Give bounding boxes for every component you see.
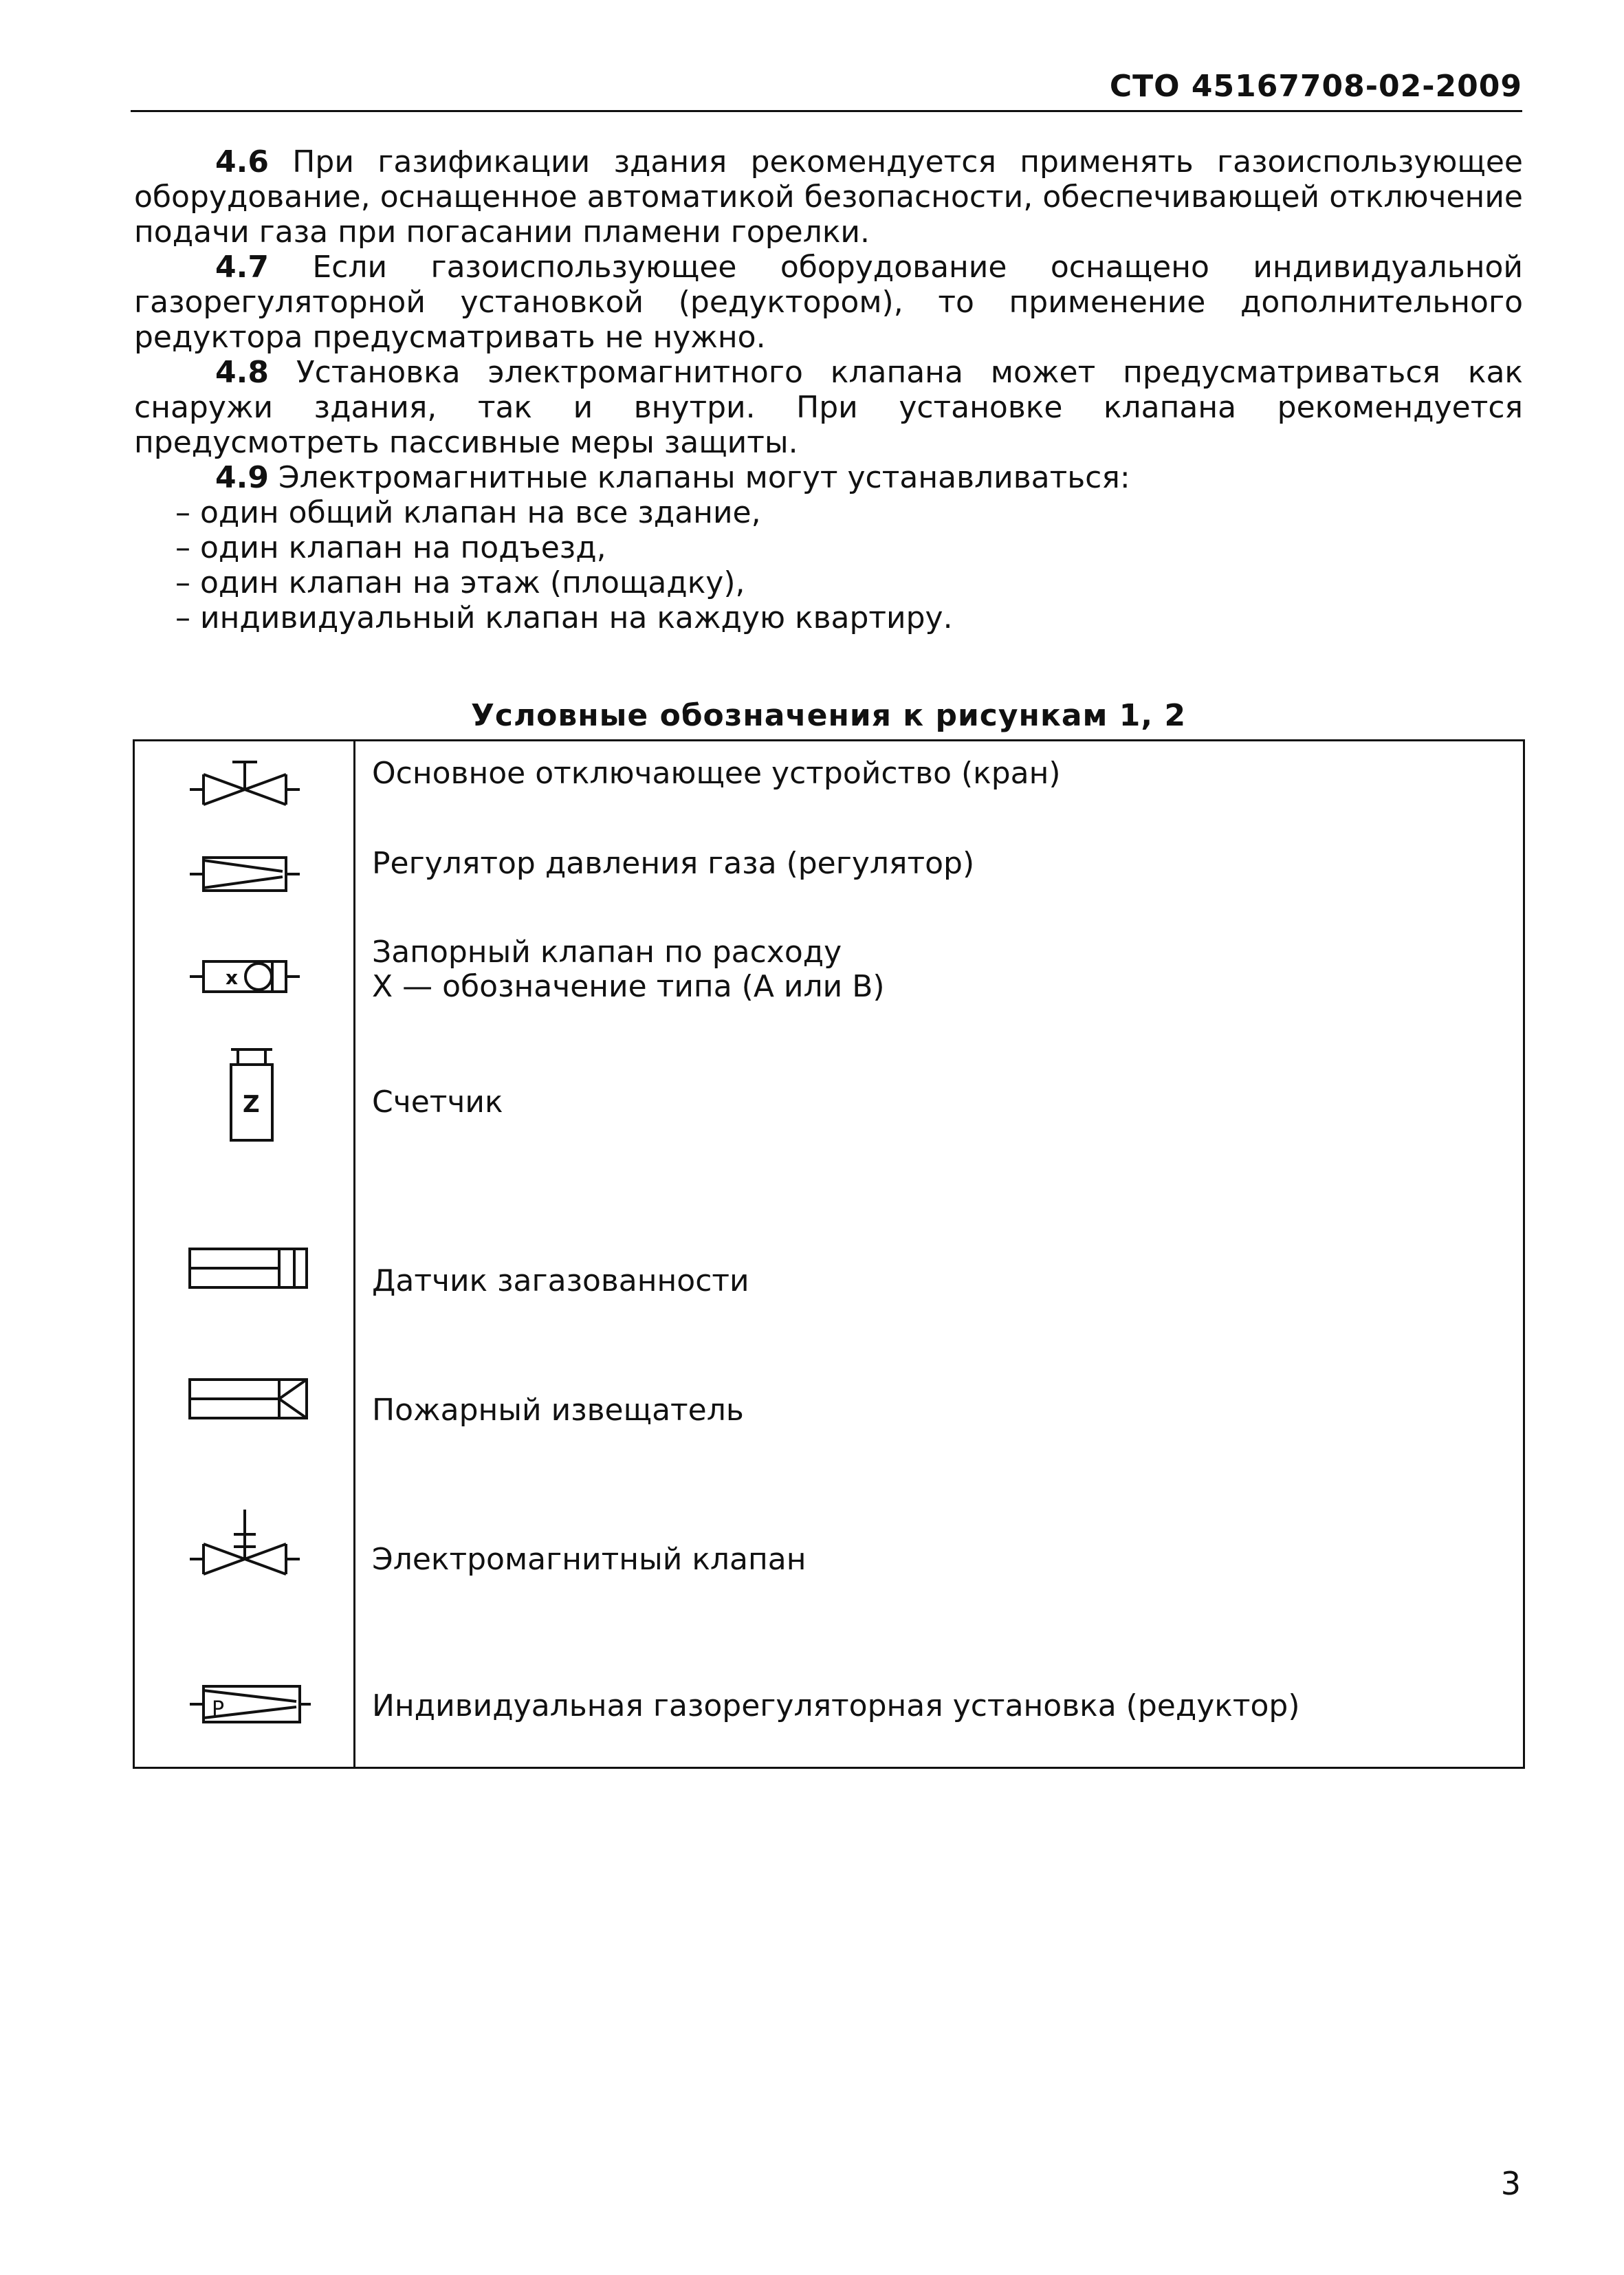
- legend-column-divider: [353, 741, 355, 1767]
- fire-detector-icon: [162, 1369, 327, 1430]
- legend-label: Датчик загазованности: [372, 1263, 749, 1298]
- legend-label: Х — обозначение типа (А или В): [372, 969, 885, 1004]
- icon-label: P: [212, 1697, 225, 1721]
- legend-label: Основное отключающее устройство (кран): [372, 756, 1061, 791]
- clause-number: 4.6: [215, 144, 269, 179]
- header-divider: [131, 110, 1522, 112]
- page-number: 3: [1500, 2165, 1521, 2202]
- clause-number: 4.8: [215, 355, 269, 390]
- paragraph-4-9: [134, 460, 1523, 495]
- body-text: [134, 144, 1523, 635]
- clause-number: 4.7: [215, 250, 269, 285]
- paragraph-text: При газификации здания рекомендуется применять газоиспользующее оборудование, оснащенное автоматикой безопасности, обеспечивающей отключение подачи газа при погасании пламени горелки.: [134, 144, 1523, 250]
- legend-label: Запорный клапан по расходу: [372, 935, 842, 970]
- paragraph-text: Если газоиспользующее оборудование оснащено индивидуальной газорегуляторной установкой (редуктором), то применение дополнительного редуктора предусматривать не нужно.: [134, 250, 1523, 355]
- gas-detector-icon: [162, 1238, 327, 1300]
- list-item: – индивидуальный клапан на каждую квартиру.: [175, 600, 953, 635]
- paragraph-4-7: [134, 250, 1523, 355]
- list-item: – один общий клапан на все здание,: [175, 495, 761, 530]
- paragraph-text: Установка электромагнитного клапана может предусматриваться как снаружи здания, так и внутри. При установке клапана рекомендуется предусмотреть пассивные меры защиты.: [134, 355, 1523, 460]
- document-code: СТО 45167708-02-2009: [1109, 69, 1522, 104]
- flow-shutoff-valve-icon: [162, 946, 327, 1008]
- legend-label: Счетчик: [372, 1085, 503, 1120]
- icon-label: x: [226, 966, 239, 989]
- icon-label: Z: [243, 1091, 260, 1118]
- list-item: – один клапан на этаж (площадку),: [175, 565, 745, 600]
- paragraph-4-6: [134, 144, 1523, 250]
- legend-label: Регулятор давления газа (регулятор): [372, 846, 975, 881]
- individual-regulator-unit-icon: [162, 1670, 327, 1732]
- legend-table: [133, 739, 1525, 1769]
- legend-label: Пожарный извещатель: [372, 1393, 744, 1428]
- shutoff-valve-icon: [162, 755, 327, 817]
- clause-number: 4.9: [215, 460, 269, 495]
- legend-label: Электромагнитный клапан: [372, 1542, 806, 1577]
- list-item: – один клапан на подъезд,: [175, 530, 606, 565]
- legend-label: Индивидуальная газорегуляторная установка (редуктор): [372, 1688, 1300, 1723]
- gas-meter-icon: [162, 1045, 327, 1149]
- legend-title: Условные обозначения к рисункам 1, 2: [470, 698, 1187, 733]
- paragraph-4-8: [134, 355, 1523, 460]
- gas-pressure-regulator-icon: [162, 840, 327, 902]
- paragraph-text: Электромагнитные клапаны могут устанавливаться:: [268, 460, 1130, 495]
- solenoid-valve-icon: [162, 1507, 327, 1589]
